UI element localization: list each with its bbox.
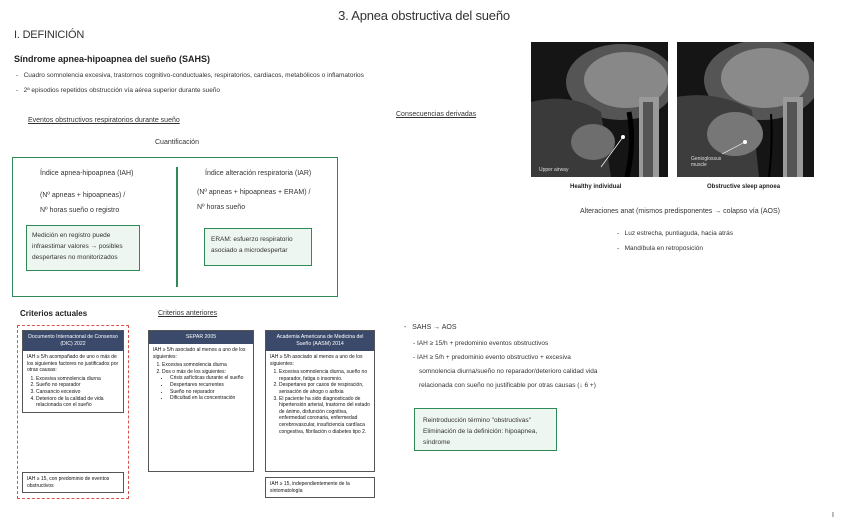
box-divider — [176, 167, 178, 287]
sahs-bullet-1 — [16, 72, 516, 79]
card1-item: 2. Sueño no reparador — [36, 382, 119, 389]
alteraciones-bullet-2 — [617, 245, 703, 252]
iar-note: ERAM: esfuerzo respiratorio asociado a microdespertar — [204, 228, 312, 266]
card3-item: 3. El paciente ha sido diagnosticado de hipertensión arterial, trastorno del estado de ánimo, disfunción cognitiva, enfermedad coronaria, enfermedad cerebrovascular, insuficiencia cardíaca congestiva, fibrilación o diabetes tipo 2. — [279, 396, 370, 436]
card3-foot: IAH ≥ 15, independientemente de la sintomatología — [265, 477, 375, 498]
bullet-text: Mandíbula en retroposición — [624, 245, 704, 252]
healthy-caption: Healthy individual — [570, 184, 622, 190]
reintro-box — [414, 408, 557, 451]
sahs-aos-line1-text: IAH ≥ 15/h + predominio eventos obstructivos — [416, 340, 549, 347]
reintro-line1: Reintroducción término "obstructivas" — [423, 417, 531, 424]
bullet-text: 2ª episodios repetidos obstrucción vía aérea superior durante sueño — [23, 87, 221, 94]
sahs-aos-line3: somnolencia diurna/sueño no reparador/deterioro calidad vida — [419, 368, 598, 375]
consecuencias-label: Consecuencias derivadas — [396, 111, 477, 118]
bullet-dash: - — [617, 245, 625, 252]
card2-subitem: • Dificultad en la concentración — [170, 395, 249, 402]
sahs-bullet-2 — [16, 87, 516, 94]
card2 — [148, 330, 254, 472]
iar-formula-2: Nº horas sueño — [197, 204, 246, 211]
card2-item: 1. Excesiva somnolencia diurna — [162, 362, 249, 369]
mri-healthy-drawing — [531, 42, 668, 177]
alteraciones-text: Alteraciones anat (mismos predisponentes → colapso vía (AOS) — [580, 208, 780, 215]
bullet-dash: - — [617, 230, 625, 237]
section-heading: I. DEFINICIÓN — [14, 29, 85, 41]
card1 — [22, 330, 124, 413]
iar-title: Índice alteración respiratoria (IAR) — [205, 170, 312, 177]
card3 — [265, 330, 375, 472]
card3-body — [266, 351, 374, 438]
card2-head: SEPAR 2005 — [149, 331, 253, 344]
card2-intro: IAH ≥ 5/h asociado al menos a uno de los siguientes: — [153, 347, 246, 360]
card1-item: 4. Deterioro de la calidad de vida relacionada con el sueño — [36, 396, 119, 409]
iar-formula-1: (Nº apneas + hipoapneas + ERAM) / — [197, 189, 311, 196]
card1-item: 1. Excesiva somnolencia diurna — [36, 376, 119, 383]
eventos-label: Eventos obstructivos respiratorios durante sueño — [28, 117, 180, 124]
genioglossus-label: Genioglossus muscle — [691, 156, 722, 168]
card3-item: 2. Despertares por casos de respiración, sensación de ahogo o asfixia — [279, 382, 370, 395]
iah-formula-2: Nº horas sueño o registro — [40, 207, 120, 214]
card3-intro: IAH ≥ 5/h asociado al menos a uno de los siguientes: — [270, 354, 363, 367]
bullet-text: Luz estrecha, puntiaguda, hacia atrás — [624, 230, 733, 237]
osa-caption: Obstructive sleep apnoea — [707, 184, 781, 190]
alteraciones-bullet-1 — [617, 230, 733, 237]
card3-item: 1. Excesiva somnolencia diurna, sueño no reparador, fatiga o insomnio. — [279, 369, 370, 382]
sahs-aos-line2-text: IAH ≥ 5/h + predominio evento obstructivo + excesiva — [416, 354, 571, 361]
card1-item: 3. Cansancio excesivo — [36, 389, 119, 396]
criterios-actuales-label: Criterios actuales — [20, 309, 88, 318]
card2-subitem: • Sueño no reparador — [170, 389, 249, 396]
sahs-aos-head — [404, 324, 457, 331]
bullet-text: Cuadro somnolencia excesiva, trastornos cognitivo-conductuales, respiratorios, cardiacos, metabólicos o inflamatorios — [23, 72, 364, 79]
bullet-dash: - — [413, 354, 417, 361]
sahs-aos-head-text: SAHS → AOS — [412, 324, 457, 331]
iah-title: Índice apnea-hipoapnea (IAH) — [40, 170, 134, 177]
bullet-dash: - — [413, 340, 417, 347]
page-title: 3. Apnea obstructiva del sueño — [338, 8, 510, 23]
mri-healthy-image — [531, 42, 668, 177]
card2-body — [149, 344, 253, 405]
page-mark: I — [832, 512, 834, 519]
bullet-dash: - — [16, 87, 24, 94]
card1-head: Documento Internacional de Consenso (DIC) 2022 — [23, 331, 123, 351]
card2-item — [162, 369, 249, 402]
card2-item-text: Dos o más de los siguientes: — [162, 368, 226, 375]
iah-note: Medición en registro puede infraestimar valores → posibles despertares no monitorizados — [26, 225, 140, 271]
card1-intro: IAH ≥ 5/h acompañado de uno o más de los siguientes factores no justificados por otras causas: — [27, 354, 119, 374]
card2-subitem: • Despertares recurrentes — [170, 382, 249, 389]
card2-subitem: • Crisis asfícticas durante el sueño — [170, 375, 249, 382]
bullet-dash: - — [404, 324, 413, 331]
sahs-aos-line2 — [413, 352, 571, 363]
upper-airway-label: Upper airway — [539, 167, 569, 173]
sahs-heading: Síndrome apnea-hipoapnea del sueño (SAHS) — [14, 54, 211, 64]
card1-foot: IAH ≥ 15, con predominio de eventos obstructivos — [22, 472, 124, 493]
sahs-aos-line4: relacionada con sueño no justificable por otras causas (↓ 6 +) — [419, 382, 596, 389]
bullet-dash: - — [16, 72, 24, 79]
sahs-aos-line1 — [413, 338, 548, 349]
card1-body — [23, 351, 123, 412]
criterios-anteriores-label: Criterios anteriores — [158, 310, 218, 317]
iah-formula-1: (Nº apneas + hipoapneas) / — [40, 192, 126, 199]
cuantificacion-label: Cuantificación — [155, 139, 199, 146]
reintro-line2: Eliminación de la definición: hipoapnea, síndrome — [423, 428, 538, 446]
mri-osa-image — [677, 42, 814, 177]
card3-head: Academia Americana de Medicina del Sueño (AASM) 2014 — [266, 331, 374, 351]
